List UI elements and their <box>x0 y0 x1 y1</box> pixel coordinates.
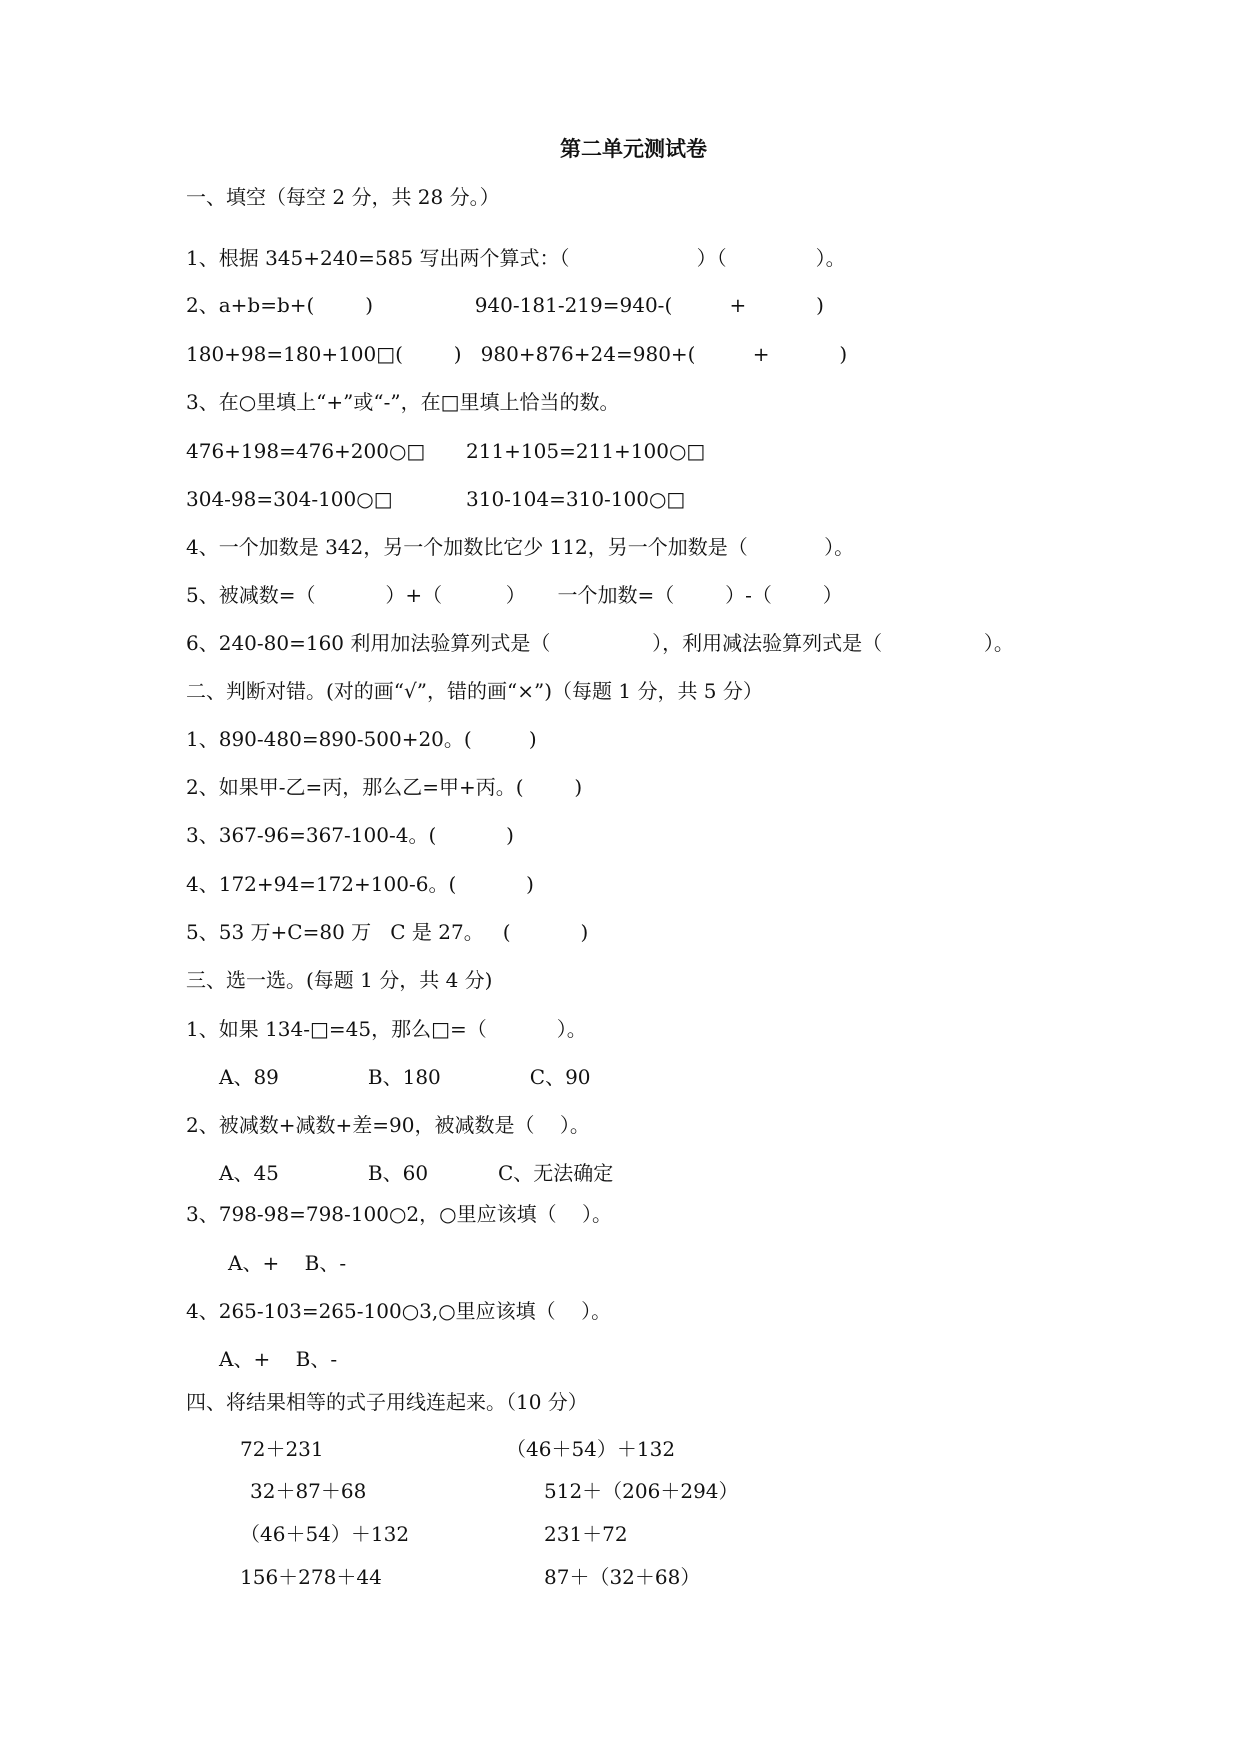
section-2-heading: 二、判断对错。(对的画“√”，错的画“×”)（每题 1 分，共 5 分） <box>186 679 763 703</box>
section-4-heading: 四、将结果相等的式子用线连起来。（10 分） <box>186 1390 588 1414</box>
question-1-1: 1、根据 345+240=585 写出两个算式：（ ）（ ）。 <box>186 246 846 270</box>
question-1-2-line-a: 2、a+b=b+( ) 940-181-219=940-( + ) <box>186 293 824 317</box>
match-right-1: （46＋54）＋132 <box>506 1437 676 1461</box>
match-right-4: 87＋（32＋68） <box>544 1565 701 1589</box>
match-left-3: （46＋54）＋132 <box>240 1522 410 1546</box>
match-left-4: 156＋278＋44 <box>240 1565 382 1589</box>
question-3-4: 4、265-103=265-100○3,○里应该填（ ）。 <box>186 1299 612 1323</box>
question-1-3-item-a: 476+198=476+200○□ <box>186 439 426 463</box>
question-1-2-line-b: 180+98=180+100□( ) 980+876+24=980+( + ) <box>186 342 848 366</box>
match-left-1: 72＋231 <box>240 1437 324 1461</box>
question-1-4: 4、一个加数是 342，另一个加数比它少 112，另一个加数是（ ）。 <box>186 535 855 559</box>
question-1-3-item-d: 310-104=310-100○□ <box>466 487 686 511</box>
question-2-3: 3、367-96=367-100-4。( ) <box>186 823 514 847</box>
question-3-2-options: A、45 B、60 C、无法确定 <box>219 1161 614 1185</box>
question-3-4-options: A、+ B、- <box>219 1347 338 1371</box>
question-1-5: 5、被减数=（ ）+（ ） 一个加数=（ ）-（ ） <box>186 583 843 607</box>
question-3-1-options: A、89 B、180 C、90 <box>219 1065 591 1089</box>
question-3-1: 1、如果 134-□=45，那么□=（ ）。 <box>186 1017 587 1041</box>
question-3-3: 3、798-98=798-100○2，○里应该填（ ）。 <box>186 1202 613 1226</box>
question-3-2: 2、被减数+减数+差=90，被减数是（ ）。 <box>186 1113 590 1137</box>
match-left-2: 32＋87＋68 <box>250 1479 367 1503</box>
page-title: 第二单元测试卷 <box>560 136 707 161</box>
section-3-heading: 三、选一选。(每题 1 分，共 4 分) <box>186 968 493 992</box>
question-2-2: 2、如果甲-乙=丙，那么乙=甲+丙。( ) <box>186 775 583 799</box>
match-right-2: 512＋（206＋294） <box>544 1479 739 1503</box>
question-1-3-item-b: 211+105=211+100○□ <box>466 439 706 463</box>
question-2-1: 1、890-480=890-500+20。( ) <box>186 727 537 751</box>
question-2-5: 5、53 万+C=80 万 C 是 27。 ( ) <box>186 920 589 944</box>
question-1-3-item-c: 304-98=304-100○□ <box>186 487 393 511</box>
question-3-3-options: A、+ B、- <box>228 1251 347 1275</box>
question-2-4: 4、172+94=172+100-6。( ) <box>186 872 534 896</box>
match-right-3: 231＋72 <box>544 1522 628 1546</box>
question-1-6: 6、240-80=160 利用加法验算列式是（ ），利用减法验算列式是（ ）。 <box>186 631 1014 655</box>
section-1-heading: 一、填空（每空 2 分，共 28 分。） <box>186 185 500 209</box>
question-1-3: 3、在○里填上“+”或“-”，在□里填上恰当的数。 <box>186 390 620 414</box>
